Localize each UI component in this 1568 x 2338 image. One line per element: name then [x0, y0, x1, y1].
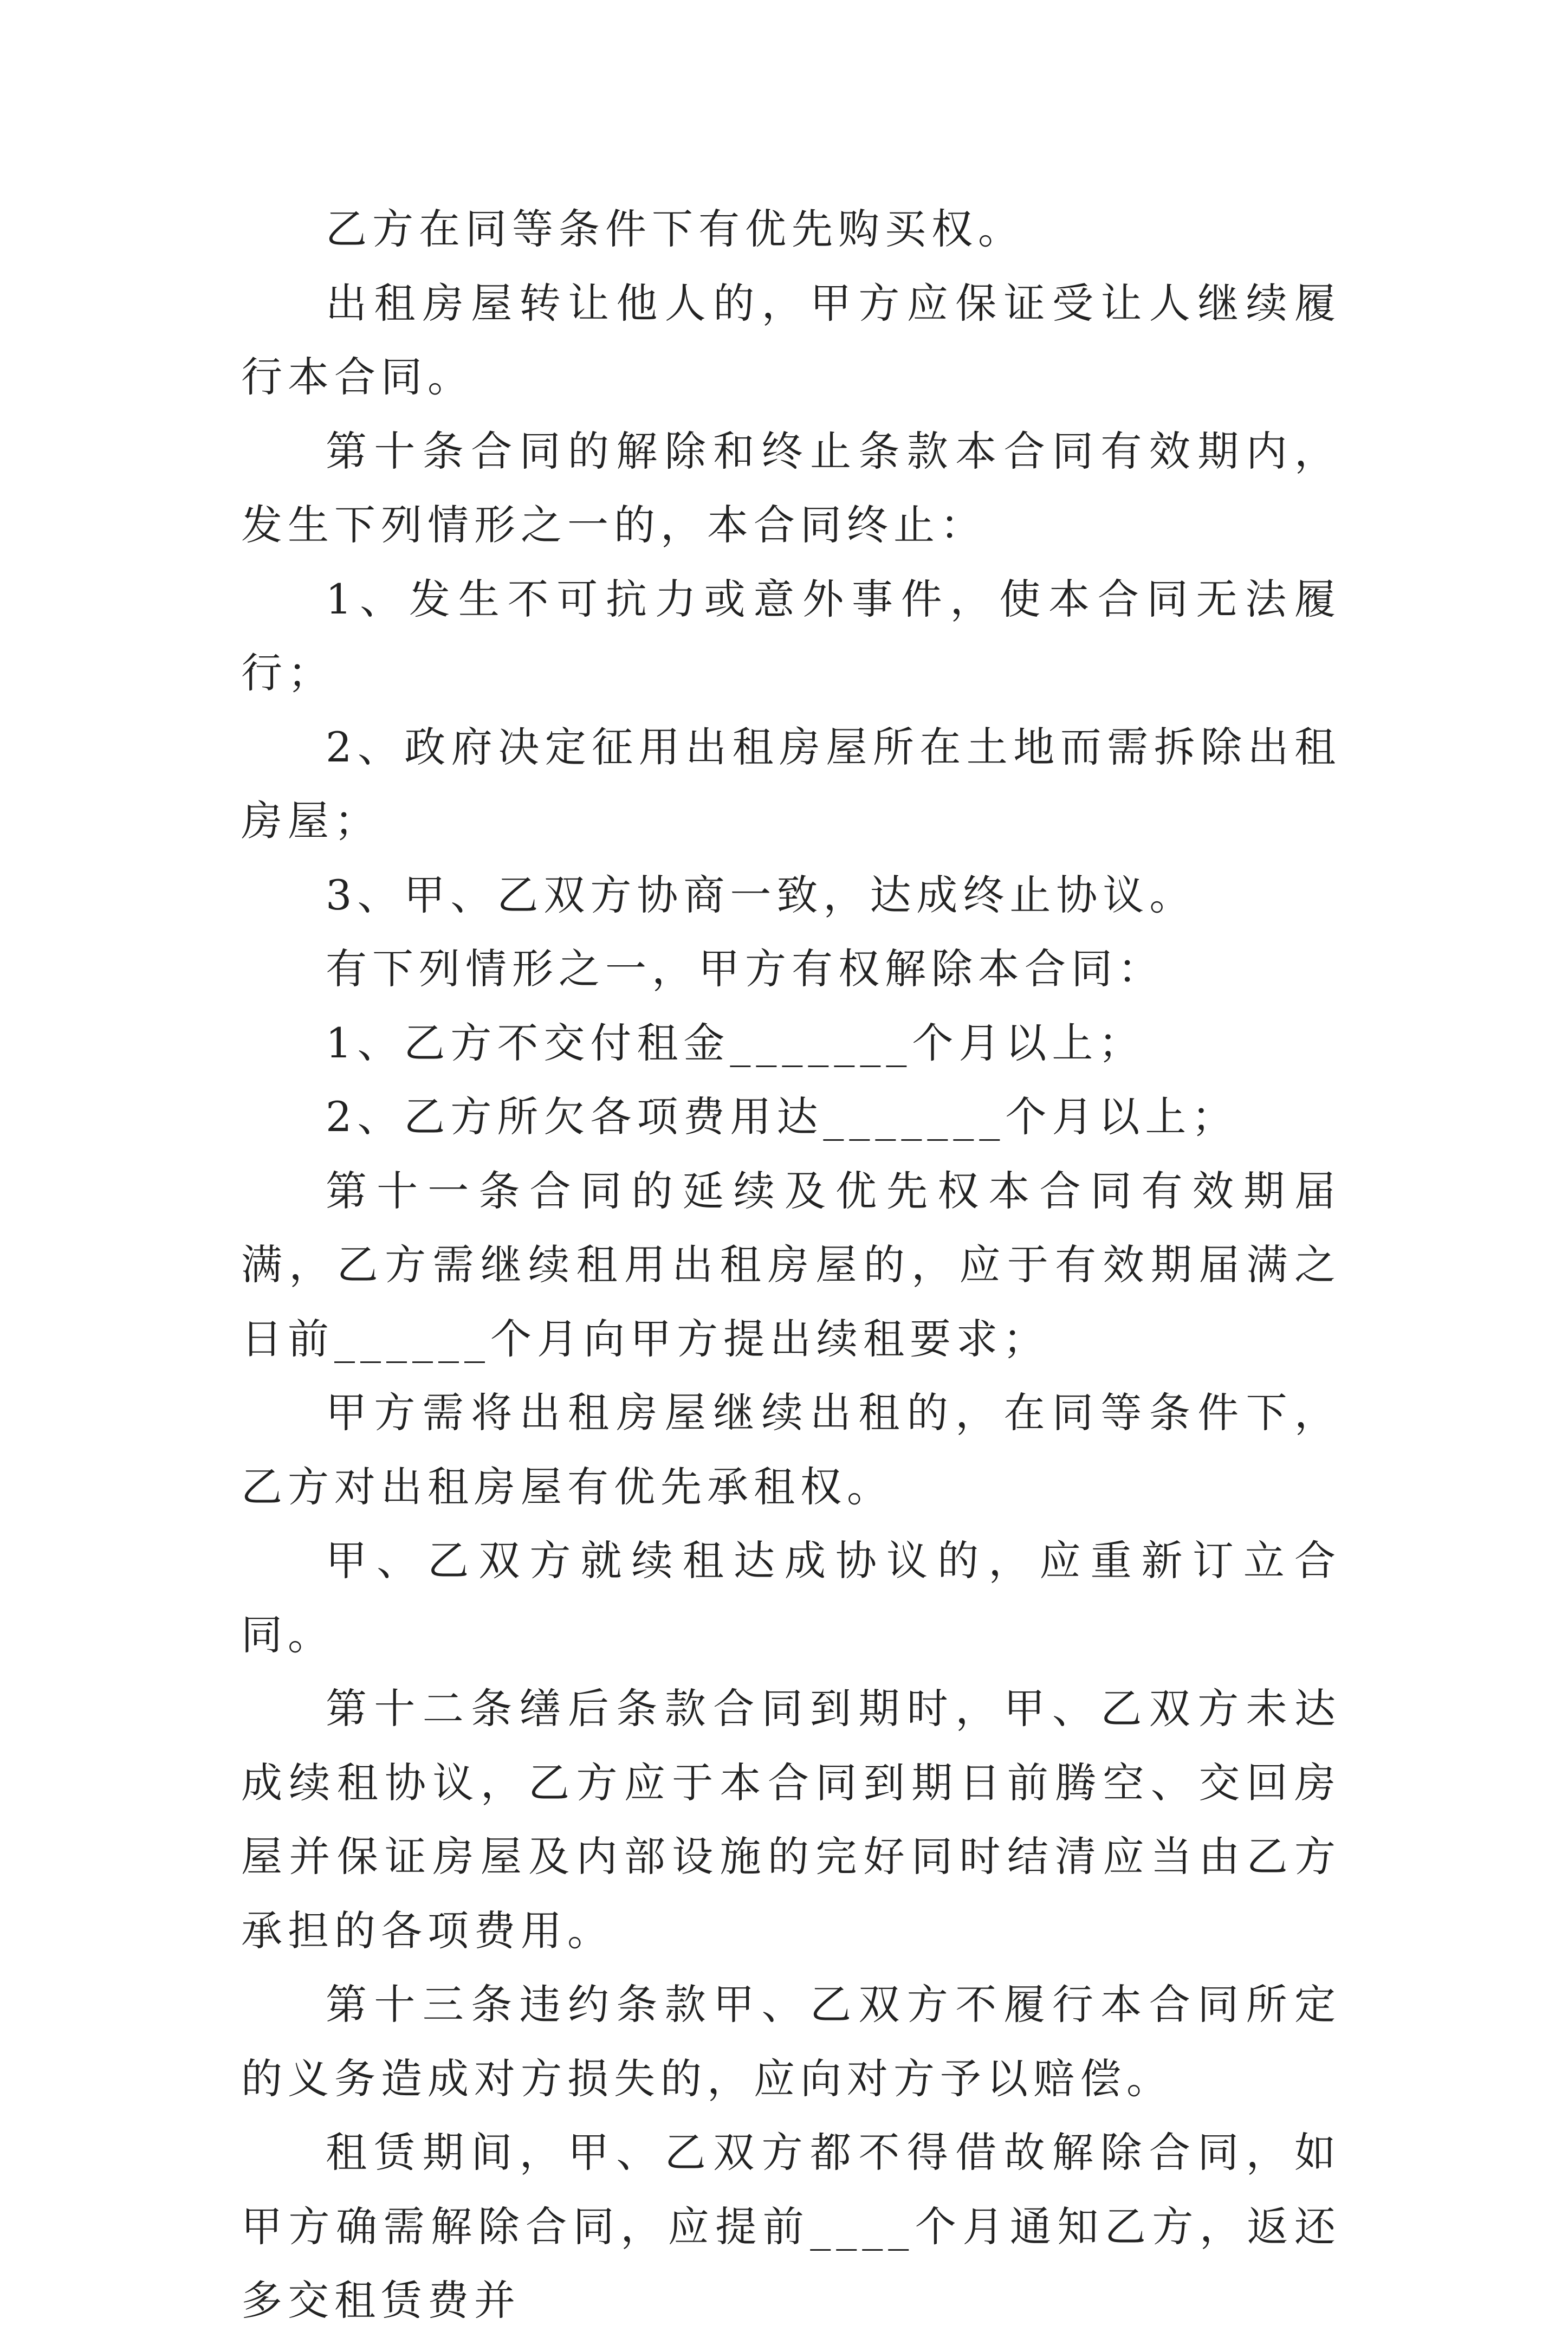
paragraph: 第十三条违约条款甲、乙双方不履行本合同所定的义务造成对方损失的，应向对方予以赔偿。 — [241, 1980, 1341, 2103]
paragraph: 1、乙方不交付租金_______个月以上； — [326, 1018, 1145, 1067]
paragraph: 第十二条缮后条款合同到期时，甲、乙双方未达成续租协议，乙方应于本合同到期日前腾空、交回房屋并保证房屋及内部设施的完好同时结清应当由乙方承担的各项费用。 — [241, 1684, 1341, 1955]
paragraph: 第十一条合同的延续及优先权本合同有效期届满，乙方需继续租用出租房屋的，应于有效期届满之日前______个月向甲方提出续租要求； — [241, 1166, 1341, 1363]
paragraph: 租赁期间，甲、乙双方都不得借故解除合同，如甲方确需解除合同，应提前____个月通知乙方，返还多交租赁费并 — [241, 2128, 1341, 2324]
paragraph: 甲、乙双方就续租达成协议的，应重新订立合同。 — [241, 1536, 1341, 1659]
paragraph: 2、政府决定征用出租房屋所在土地而需拆除出租房屋； — [241, 722, 1341, 845]
paragraph: 1、发生不可抗力或意外事件，使本合同无法履行； — [241, 574, 1341, 697]
paragraph: 第十条合同的解除和终止条款本合同有效期内，发生下列情形之一的，本合同终止： — [241, 427, 1341, 549]
paragraph: 有下列情形之一，甲方有权解除本合同： — [326, 945, 1164, 993]
paragraph: 2、乙方所欠各项费用达_______个月以上； — [326, 1093, 1239, 1141]
paragraph: 出租房屋转让他人的，甲方应保证受让人继续履行本合同。 — [241, 279, 1341, 401]
paragraph: 乙方在同等条件下有优先购买权。 — [326, 205, 1025, 253]
document-body — [241, 192, 1341, 2338]
paragraph: 3、甲、乙双方协商一致，达成终止协议。 — [326, 870, 1196, 919]
paragraph: 甲方需将出租房屋继续出租的，在同等条件下，乙方对出租房屋有优先承租权。 — [241, 1388, 1341, 1511]
